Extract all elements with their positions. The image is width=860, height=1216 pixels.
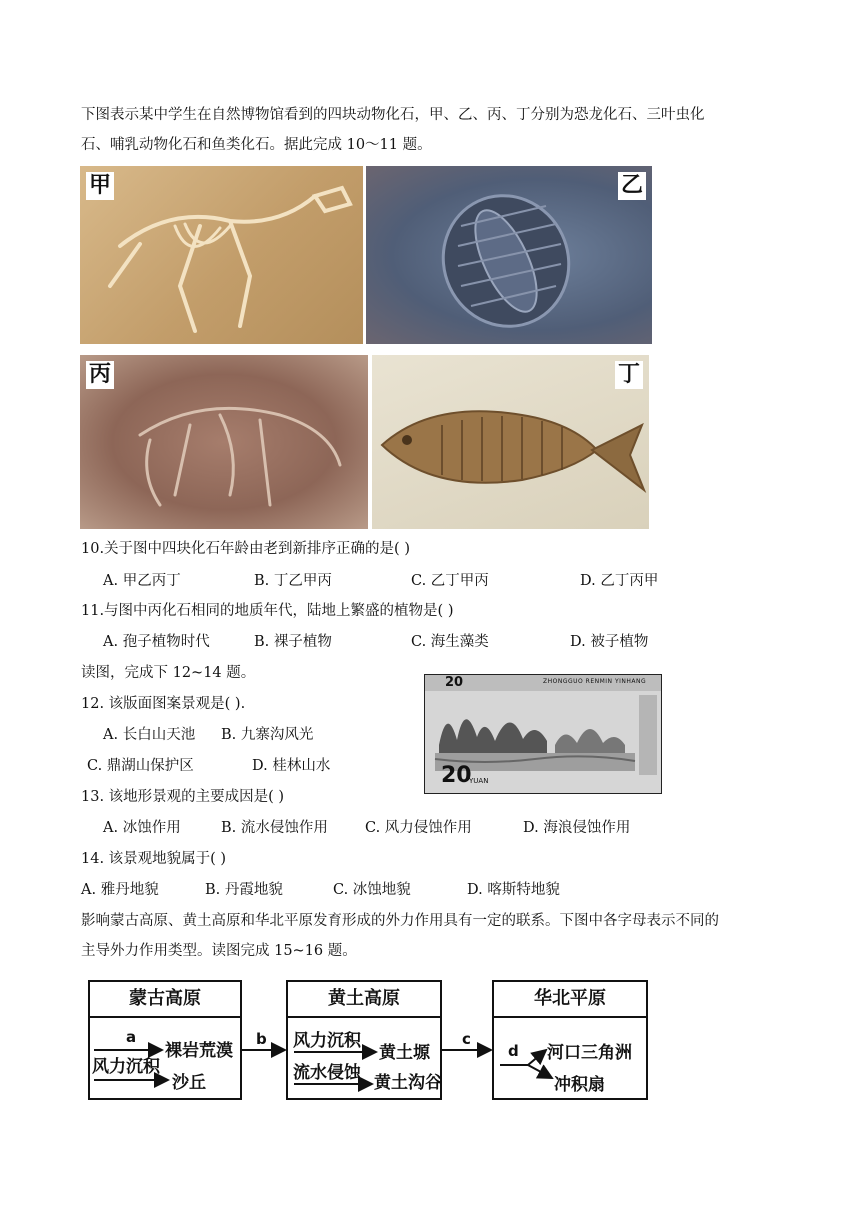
q10-stem: 10.关于图中四块化石年龄由老到新排序正确的是( ) — [81, 541, 410, 557]
box1-output-2: 沙丘 — [172, 1073, 206, 1093]
banknote-image — [424, 674, 662, 794]
dinosaur-skeleton-icon — [80, 166, 363, 344]
intro-line-2: 石、哺乳动物化石和鱼类化石。据此完成 10～11 题。 — [81, 137, 432, 153]
box3-arrow-1 — [500, 1050, 546, 1065]
q11-option-b[interactable]: B. 裸子植物 — [254, 634, 332, 650]
arrow-b-label: b — [256, 1030, 267, 1048]
box3-title: 华北平原 — [494, 982, 646, 1018]
q14-option-d[interactable]: D. 喀斯特地貌 — [467, 882, 560, 898]
q10-option-b[interactable]: B. 丁乙甲丙 — [254, 573, 332, 589]
banknote-yuan: YUAN — [469, 777, 489, 785]
intro2-line-1: 影响蒙古高原、黄土高原和华北平原发育形成的外力作用具有一定的联系。下图中各字母表示不同的 — [81, 913, 719, 929]
box1-output-1: 裸岩荒漠 — [165, 1041, 233, 1061]
box3-output-1: 河口三角洲 — [547, 1043, 632, 1063]
q13-option-d[interactable]: D. 海浪侵蚀作用 — [523, 820, 631, 836]
q14-stem: 14. 该景观地貌属于( ) — [81, 851, 227, 867]
q13-stem: 13. 该地形景观的主要成因是( ) — [81, 789, 285, 805]
q11-stem: 11.与图中丙化石相同的地质年代，陆地上繁盛的植物是( ) — [81, 603, 454, 619]
fossil-image-bing — [80, 355, 368, 529]
fossil-label-jia: 甲 — [86, 172, 114, 200]
diagram-arrows — [88, 980, 650, 1102]
q14-option-a[interactable]: A. 雅丹地貌 — [81, 882, 159, 898]
process-diagram — [88, 980, 650, 1102]
box1-arrow-a-label: a — [126, 1028, 137, 1046]
box1-process: 风力沉积 — [92, 1057, 160, 1077]
q12-stem: 12. 该版面图案景观是( ). — [81, 696, 246, 712]
banknote-bank-text: ZHONGGUO RENMIN YINHANG — [543, 678, 647, 685]
trilobite-icon — [366, 166, 652, 344]
fossil-image-ding — [372, 355, 649, 529]
fossil-label-bing: 丙 — [86, 361, 114, 389]
q12-option-d[interactable]: D. 桂林山水 — [252, 758, 331, 774]
fossil-label-ding: 丁 — [615, 361, 643, 389]
q10-option-a[interactable]: A. 甲乙丙丁 — [103, 573, 181, 589]
q12-option-b[interactable]: B. 九寨沟风光 — [221, 727, 314, 743]
read-instruction-1: 读图，完成下 12~14 题。 — [81, 665, 256, 681]
q11-option-d[interactable]: D. 被子植物 — [570, 634, 649, 650]
box3-output-2: 冲积扇 — [554, 1075, 605, 1095]
q13-option-a[interactable]: A. 冰蚀作用 — [103, 820, 181, 836]
intro2-line-2: 主导外力作用类型。读图完成 15~16 题。 — [81, 943, 357, 959]
box2-title: 黄土高原 — [288, 982, 440, 1018]
banknote-denomination-bottom: 20 — [441, 763, 472, 788]
box2-process-2: 流水侵蚀 — [293, 1063, 361, 1083]
box2-output-1: 黄土塬 — [379, 1043, 430, 1063]
q11-option-c[interactable]: C. 海生藻类 — [411, 634, 489, 650]
box2-output-2: 黄土沟谷 — [374, 1073, 442, 1093]
fossil-image-yi — [366, 166, 652, 344]
q11-option-a[interactable]: A. 孢子植物时代 — [103, 634, 210, 650]
box2-process-1: 风力沉积 — [293, 1031, 361, 1051]
fish-fossil-icon — [372, 355, 649, 529]
banknote-denomination-top: 20 — [445, 675, 464, 690]
mammal-fossil-icon — [80, 355, 368, 529]
fossil-label-yi: 乙 — [618, 172, 646, 200]
box3-arrow-2 — [528, 1065, 552, 1078]
q13-option-c[interactable]: C. 风力侵蚀作用 — [365, 820, 472, 836]
q10-option-c[interactable]: C. 乙丁甲丙 — [411, 573, 489, 589]
box1-title: 蒙古高原 — [90, 982, 240, 1018]
arrow-c-label: c — [462, 1030, 471, 1048]
box3-arrow-d-label: d — [508, 1042, 519, 1060]
fossil-image-jia — [80, 166, 363, 344]
q12-option-c[interactable]: C. 鼎湖山保护区 — [87, 758, 194, 774]
intro-line-1: 下图表示某中学生在自然博物馆看到的四块动物化石，甲、乙、丙、丁分别为恐龙化石、三叶虫化 — [81, 107, 705, 123]
q13-option-b[interactable]: B. 流水侵蚀作用 — [221, 820, 328, 836]
q10-option-d[interactable]: D. 乙丁丙甲 — [580, 573, 659, 589]
q14-option-b[interactable]: B. 丹霞地貌 — [205, 882, 283, 898]
q14-option-c[interactable]: C. 冰蚀地貌 — [333, 882, 411, 898]
q12-option-a[interactable]: A. 长白山天池 — [103, 727, 196, 743]
